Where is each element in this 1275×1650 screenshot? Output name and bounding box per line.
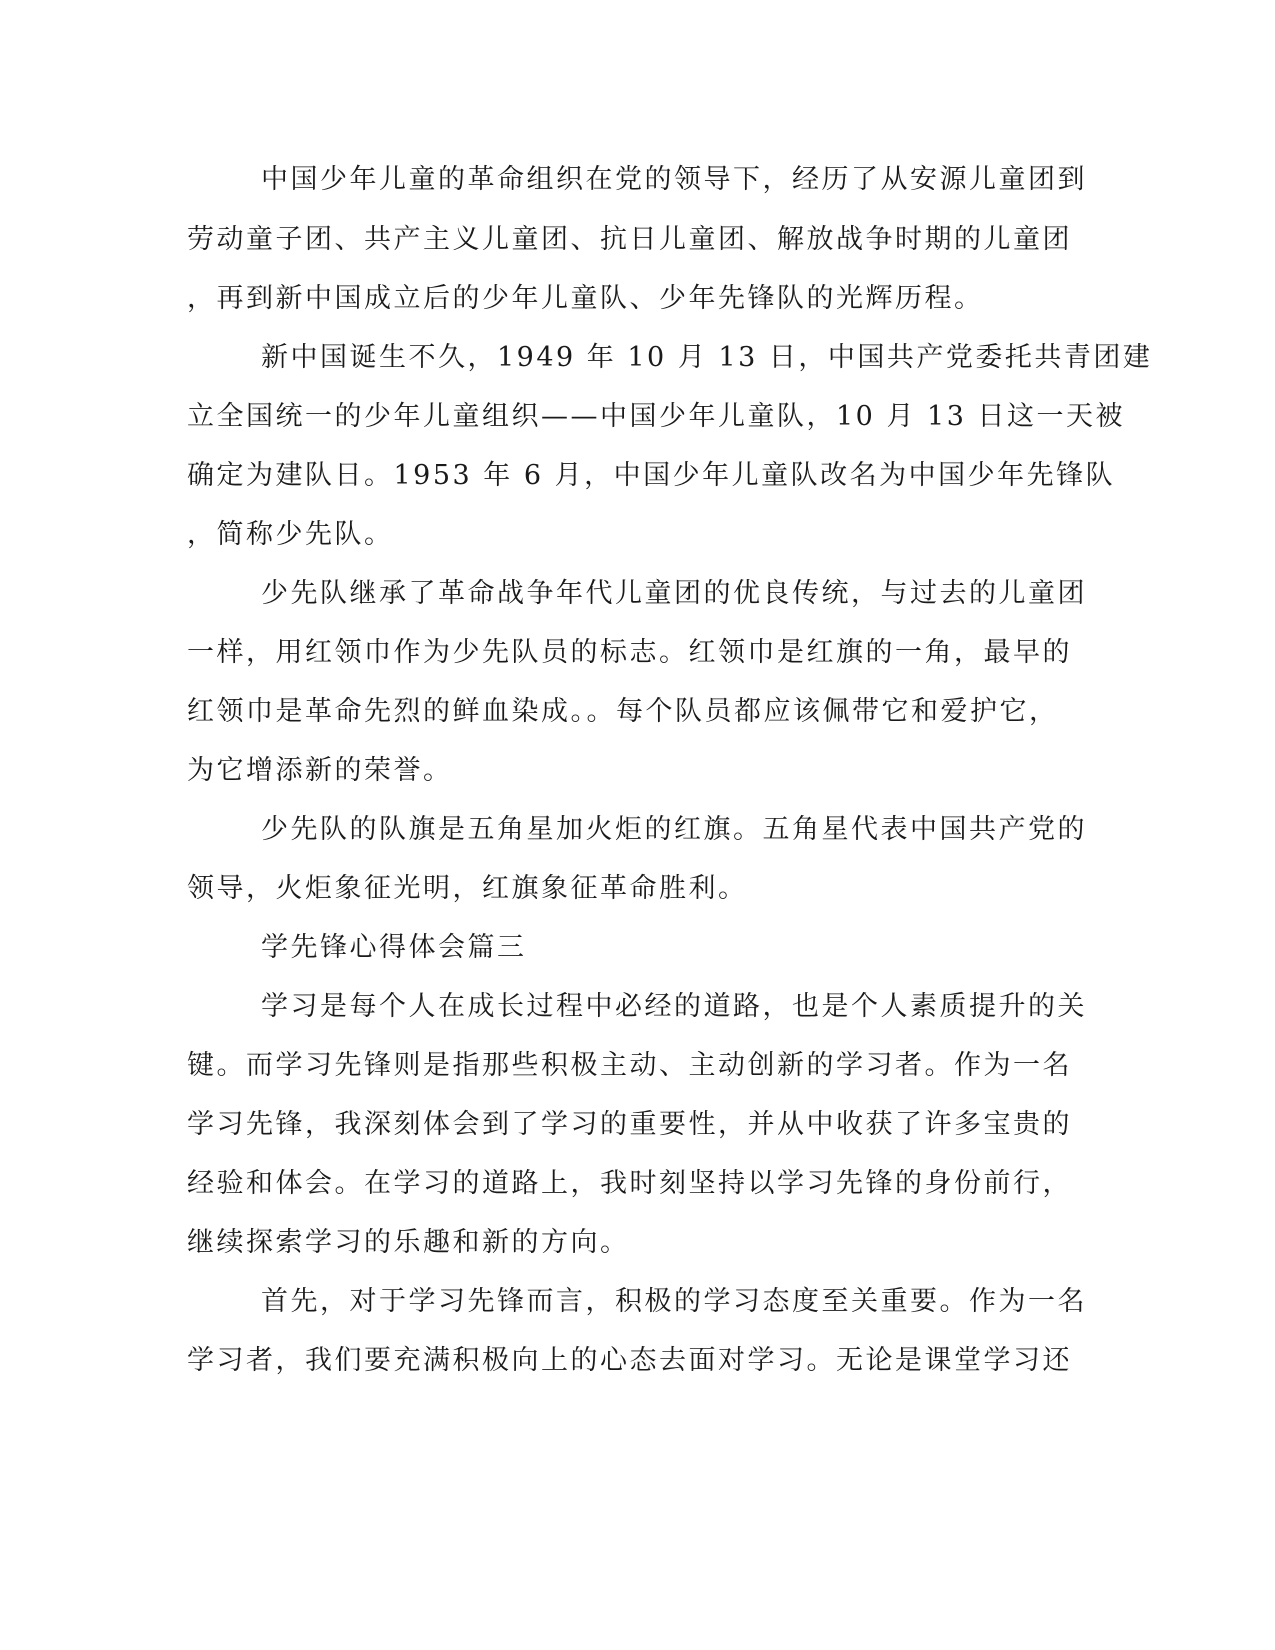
paragraph-5-line-5: 继续探索学习的乐趣和新的方向。 — [187, 1227, 630, 1258]
paragraph-3-line-2: 一样，用红领巾作为少先队员的标志。红领巾是红旗的一角，最早的 — [187, 637, 1072, 668]
paragraph-4-line-2: 领导，火炬象征光明，红旗象征革命胜利。 — [187, 873, 748, 904]
paragraph-2-line-3: 确定为建队日。1953 年 6 月，中国少年儿童队改名为中国少年先锋队 — [187, 460, 1116, 491]
paragraph-5-line-1: 学习是每个人在成长过程中必经的道路，也是个人素质提升的关 — [261, 991, 1087, 1022]
section-heading: 学先锋心得体会篇三 — [261, 932, 527, 963]
paragraph-1-line-2: 劳动童子团、共产主义儿童团、抗日儿童团、解放战争时期的儿童团 — [187, 224, 1072, 255]
paragraph-4-line-1: 少先队的队旗是五角星加火炬的红旗。五角星代表中国共产党的 — [261, 814, 1087, 845]
paragraph-2-line-2: 立全国统一的少年儿童组织——中国少年儿童队，10 月 13 日这一天被 — [187, 401, 1125, 432]
paragraph-6-line-1: 首先，对于学习先锋而言，积极的学习态度至关重要。作为一名 — [261, 1286, 1087, 1317]
paragraph-3-line-1: 少先队继承了革命战争年代儿童团的优良传统，与过去的儿童团 — [261, 578, 1087, 609]
paragraph-1-line-1: 中国少年儿童的革命组织在党的领导下，经历了从安源儿童团到 — [261, 164, 1087, 195]
paragraph-6-line-2: 学习者，我们要充满积极向上的心态去面对学习。无论是课堂学习还 — [187, 1345, 1072, 1376]
paragraph-3-line-3: 红领巾是革命先烈的鲜血染成。。每个队员都应该佩带它和爱护它， — [187, 696, 1059, 727]
paragraph-2-line-4: ，简称少先队。 — [187, 519, 394, 550]
paragraph-1-line-3: ，再到新中国成立后的少年儿童队、少年先锋队的光辉历程。 — [187, 283, 984, 314]
paragraph-5-line-3: 学习先锋，我深刻体会到了学习的重要性，并从中收获了许多宝贵的 — [187, 1109, 1072, 1140]
paragraph-5-line-2: 键。而学习先锋则是指那些积极主动、主动创新的学习者。作为一名 — [187, 1050, 1072, 1081]
paragraph-3-line-4: 为它增添新的荣誉。 — [187, 755, 453, 786]
paragraph-5-line-4: 经验和体会。在学习的道路上，我时刻坚持以学习先锋的身份前行， — [187, 1168, 1072, 1199]
paragraph-2-line-1: 新中国诞生不久，1949 年 10 月 13 日，中国共产党委托共青团建 — [261, 342, 1153, 373]
